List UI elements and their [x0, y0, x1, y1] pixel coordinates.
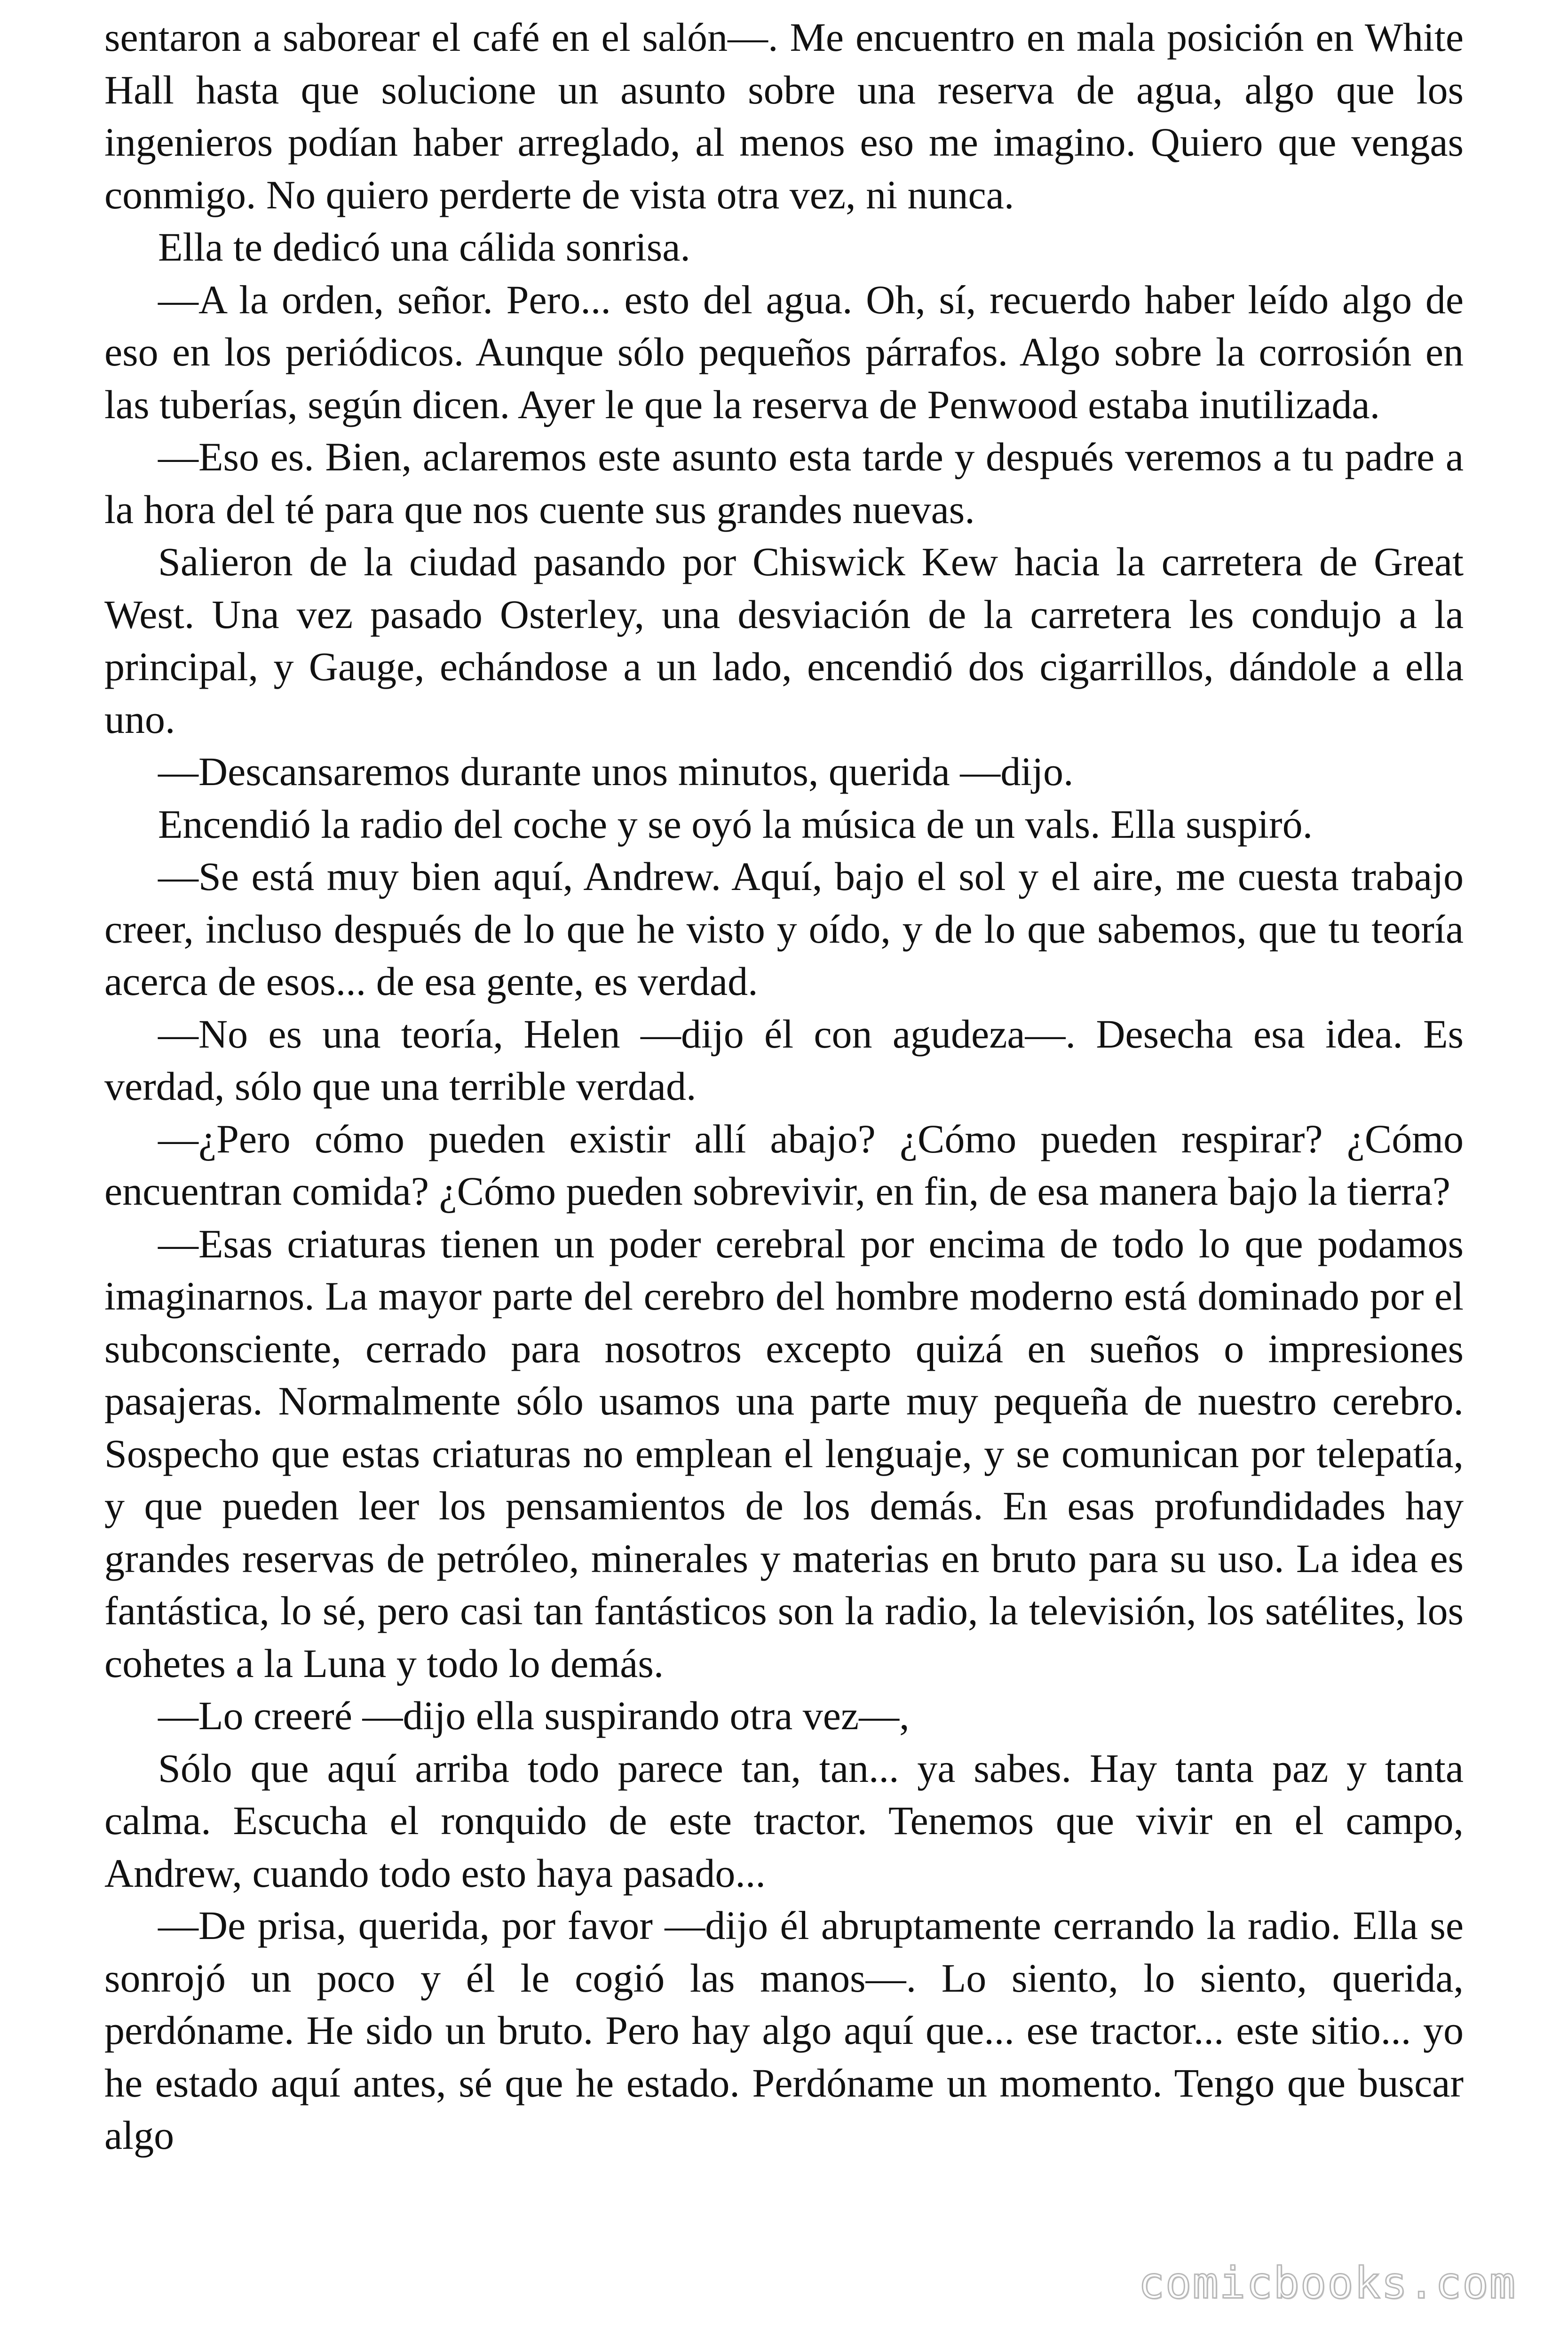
paragraph: Encendió la radio del coche y se oyó la música de un vals. Ella suspiró. — [158, 801, 1313, 847]
watermark: comicbooks.com — [1138, 2258, 1516, 2308]
paragraph: —De prisa, querida, por favor —dijo él abruptamente cerrando la radio. Ella se sonrojó un poco y él le cogió las manos—. Lo siento, lo siento, querida, perdóname. He sido un bruto. Pero hay algo aquí que... ese tractor... este sitio... yo he estado aquí antes, sé que he estado. Perdóname un momento. Tengo que buscar algo — [104, 1903, 1464, 2158]
paragraph: —Lo creeré —dijo ella suspirando otra vez—, — [158, 1693, 910, 1738]
book-page-text — [104, 0, 1464, 2162]
paragraph: —A la orden, señor. Pero... esto del agua. Oh, sí, recuerdo haber leído algo de eso en los periódicos. Aunque sólo pequeños párrafos. Algo sobre la corrosión en las tuberías, según dicen. Ayer le que la reserva de Penwood estaba inutilizada. — [104, 277, 1464, 427]
paragraph: —Descansaremos durante unos minutos, querida —dijo. — [158, 749, 1074, 794]
paragraph: —Esas criaturas tienen un poder cerebral por encima de todo lo que podamos imaginarnos. La mayor parte del cerebro del hombre moderno está dominado por el subconsciente, cerrado para nosotros excepto quizá en sueños o impresiones pasajeras. Normalmente sólo usamos una parte muy pequeña de nuestro cerebro. Sospecho que estas criaturas no emplean el lenguaje, y se comunican por telepatía, y que pueden leer los pensamientos de los demás. En esas profundidades hay grandes reservas de petróleo, minerales y materias en bruto para su uso. La idea es fantástica, lo sé, pero casi tan fantásticos son la radio, la televisión, los satélites, los cohetes a la Luna y todo lo demás. — [104, 1221, 1464, 1686]
paragraph: Sólo que aquí arriba todo parece tan, tan... ya sabes. Hay tanta paz y tanta calma. Escucha el ronquido de este tractor. Tenemos que vivir en el campo, Andrew, cuando todo esto haya pasado... — [104, 1745, 1464, 1896]
paragraph: Salieron de la ciudad pasando por Chiswick Kew hacia la carretera de Great West. Una vez pasado Osterley, una desviación de la carretera les condujo a la principal, y Gauge, echándose a un lado, encendió dos cigarrillos, dándole a ella uno. — [104, 539, 1464, 742]
paragraph: —Se está muy bien aquí, Andrew. Aquí, bajo el sol y el aire, me cuesta trabajo creer, incluso después de lo que he visto y oído, y de lo que sabemos, que tu teoría acerca de esos... de esa gente, es verdad. — [104, 854, 1464, 1004]
paragraph: —Eso es. Bien, aclaremos este asunto esta tarde y después veremos a tu padre a la hora del té para que nos cuente sus grandes nuevas. — [104, 434, 1464, 532]
paragraph: sentaron a saborear el café en el salón—. Me encuentro en mala posición en White Hall hasta que solucione un asunto sobre una reserva de agua, algo que los ingenieros podían haber arreglado, al menos eso me imagino. Quiero que vengas conmigo. No quiero perderte de vista otra vez, ni nunca. — [104, 15, 1464, 217]
paragraph: —¿Pero cómo pueden existir allí abajo? ¿Cómo pueden respirar? ¿Cómo encuentran comida? ¿Cómo pueden sobrevivir, en fin, de esa manera bajo la tierra? — [104, 1116, 1464, 1214]
paragraph: —No es una teoría, Helen —dijo él con agudeza—. Desecha esa idea. Es verdad, sólo que una terrible verdad. — [104, 1011, 1464, 1109]
paragraph: Ella te dedicó una cálida sonrisa. — [158, 224, 690, 270]
